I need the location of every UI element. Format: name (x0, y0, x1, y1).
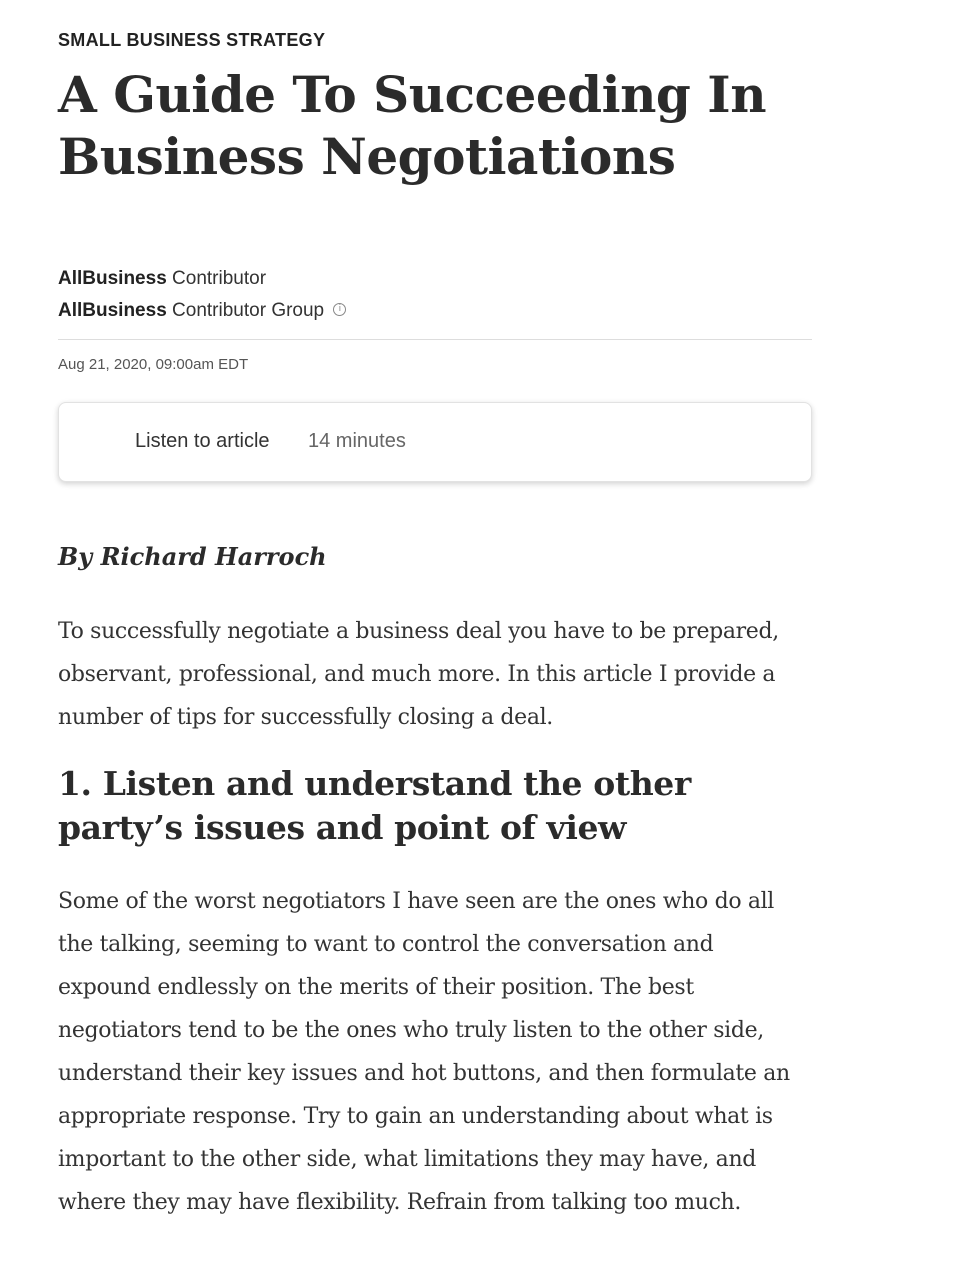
contributor-row (58, 266, 346, 298)
listen-to-article-button[interactable] (58, 402, 812, 482)
publish-date: Aug 21, 2020, 09:00am EDT (58, 356, 249, 373)
contributor-name-link[interactable]: AllBusiness (58, 268, 167, 289)
contributor-group-link[interactable]: AllBusiness (58, 300, 167, 321)
listen-duration: 14 minutes (308, 430, 406, 452)
contributor-role: Contributor (172, 268, 267, 289)
section-paragraph: Some of the worst negotiators I have seen are the ones who do all the talking, seeming to want to control the conversation and expound endlessly on the merits of their position. The best negotiators tend to be the ones who truly listen to the other side, understand their key issues and hot buttons, and then formulate an appropriate response. Try to gain an understanding about what is important to the other side, what limitations they may have, and where they may have flexibility. Refrain from talking too much. (58, 889, 790, 1215)
category-link[interactable]: SMALL BUSINESS STRATEGY (58, 30, 326, 50)
contributor-group-row (58, 298, 346, 330)
intro-paragraph: To successfully negotiate a business deal you have to be prepared, observant, professional, and much more. In this article I provide a number of tips for successfully closing a deal. (58, 619, 779, 730)
info-icon[interactable]: i (333, 303, 346, 316)
byline-divider (58, 339, 812, 340)
article-headline: A Guide To Succeeding In Business Negotiations (58, 65, 767, 186)
contributor-byline (58, 266, 346, 330)
listen-label: Listen to article (135, 430, 270, 452)
contributor-group-role: Contributor Group (172, 300, 325, 321)
author-line: By Richard Harroch (58, 542, 327, 571)
section-heading: 1. Listen and understand the other party’s issues and point of view (58, 764, 691, 847)
